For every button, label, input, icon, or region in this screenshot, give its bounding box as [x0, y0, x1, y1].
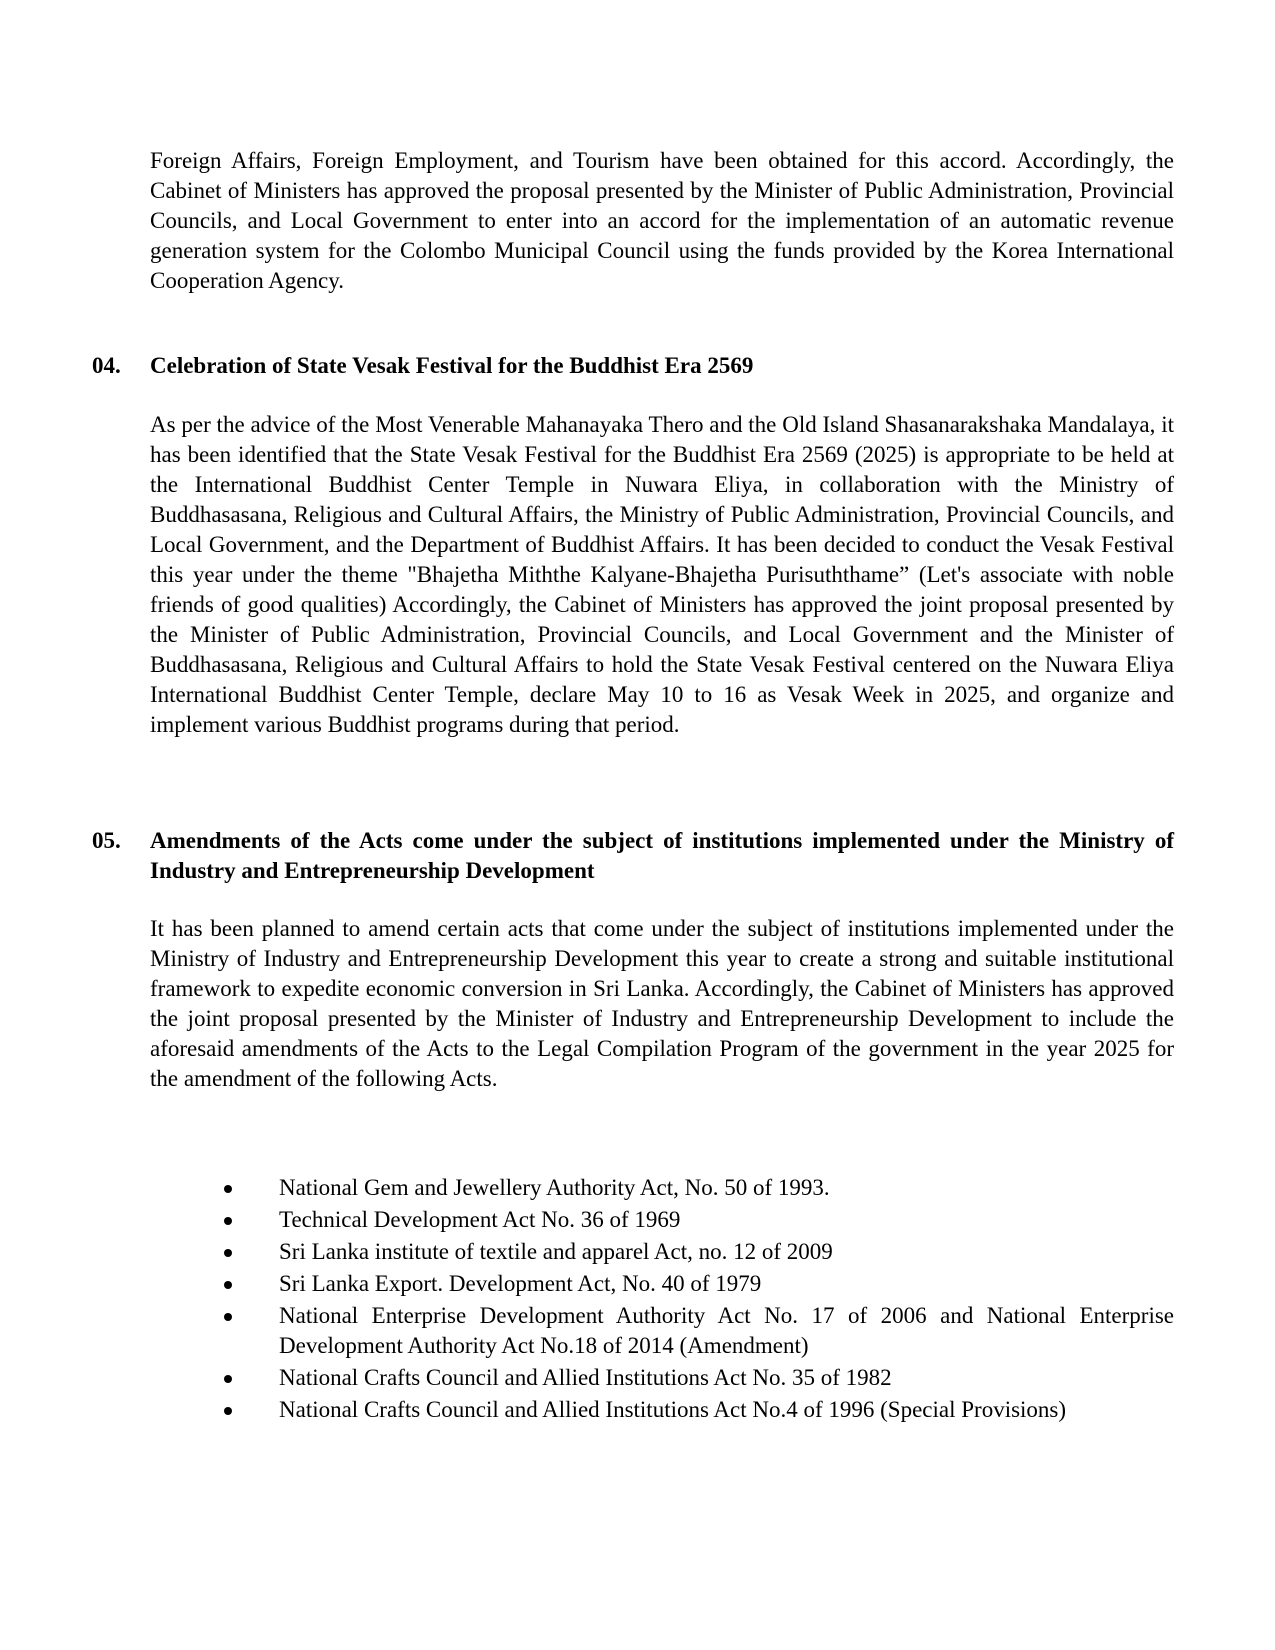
- list-item: [222, 1363, 1174, 1393]
- act-text: National Crafts Council and Allied Institutions Act No.4 of 1996 (Special Provisions): [279, 1397, 1067, 1422]
- intro-paragraph: Foreign Affairs, Foreign Employment, and Tourism have been obtained for this accord. Accordingly, the Cabinet of Ministers has approved the proposal presented by the Minister of Public Administration, Provincial Councils, and Local Government to enter into an accord for the implementation of an automatic revenue generation system for the Colombo Municipal Council using the funds provided by the Korea International Cooperation Agency.: [150, 148, 1174, 293]
- act-text: Technical Development Act No. 36 of 1969: [279, 1207, 681, 1232]
- bullet-icon: [224, 1375, 232, 1383]
- bullet-icon: [224, 1217, 232, 1225]
- list-item: [222, 1237, 1174, 1267]
- list-item: [222, 1395, 1174, 1425]
- section-title-04: Celebration of State Vesak Festival for the Buddhist Era 2569: [150, 353, 754, 378]
- bullet-icon: [224, 1185, 232, 1193]
- list-item: [222, 1301, 1174, 1361]
- bullet-icon: [224, 1281, 232, 1289]
- section-body-04: As per the advice of the Most Venerable Mahanayaka Thero and the Old Island Shasanarakshaka Mandalaya, it has been identified that the State Vesak Festival for the Buddhist Era 2569 (2025) is appropriate to be held at the International Buddhist Center Temple in Nuwara Eliya, in collaboration with the Ministry of Buddhasasana, Religious and Cultural Affairs, the Ministry of Public Administration, Provincial Councils, and Local Government, and the Department of Buddhist Affairs. It has been decided to conduct the Vesak Festival this year under the theme "Bhajetha Miththe Kalyane-Bhajetha Purisuththame” (Let's associate with noble friends of good qualities) Accordingly, the Cabinet of Ministers has approved the joint proposal presented by the Minister of Public Administration, Provincial Councils, and Local Government and the Minister of Buddhasasana, Religious and Cultural Affairs to hold the State Vesak Festival centered on the Nuwara Eliya International Buddhist Center Temple, declare May 10 to 16 as Vesak Week in 2025, and organize and implement various Buddhist programs during that period.: [150, 412, 1174, 737]
- acts-list: [222, 1173, 1174, 1427]
- act-text: Sri Lanka institute of textile and apparel Act, no. 12 of 2009: [279, 1239, 833, 1264]
- section-body-05: It has been planned to amend certain acts that come under the subject of institutions implemented under the Ministry of Industry and Entrepreneurship Development this year to create a strong and suitable institutional framework to expedite economic conversion in Sri Lanka. Accordingly, the Cabinet of Ministers has approved the joint proposal presented by the Minister of Industry and Entrepreneurship Development to include the aforesaid amendments of the Acts to the Legal Compilation Program of the government in the year 2025 for the amendment of the following Acts.: [150, 916, 1174, 1091]
- act-text: National Gem and Jewellery Authority Act, No. 50 of 1993.: [279, 1175, 830, 1200]
- section-number-05: 05.: [92, 828, 121, 853]
- list-item: [222, 1173, 1174, 1203]
- bullet-icon: [224, 1313, 232, 1321]
- act-text: National Crafts Council and Allied Institutions Act No. 35 of 1982: [279, 1365, 892, 1390]
- list-item: [222, 1205, 1174, 1235]
- act-text: National Enterprise Development Authority Act No. 17 of 2006 and National Enterprise Development Authority Act No.18 of 2014 (Amendment): [279, 1303, 1174, 1358]
- section-title-05: Amendments of the Acts come under the subject of institutions implemented under the Ministry of Industry and Entrepreneurship Development: [150, 828, 1174, 883]
- bullet-icon: [224, 1249, 232, 1257]
- list-item: [222, 1269, 1174, 1299]
- act-text: Sri Lanka Export. Development Act, No. 40 of 1979: [279, 1271, 762, 1296]
- bullet-icon: [224, 1407, 232, 1415]
- section-number-04: 04.: [92, 353, 121, 378]
